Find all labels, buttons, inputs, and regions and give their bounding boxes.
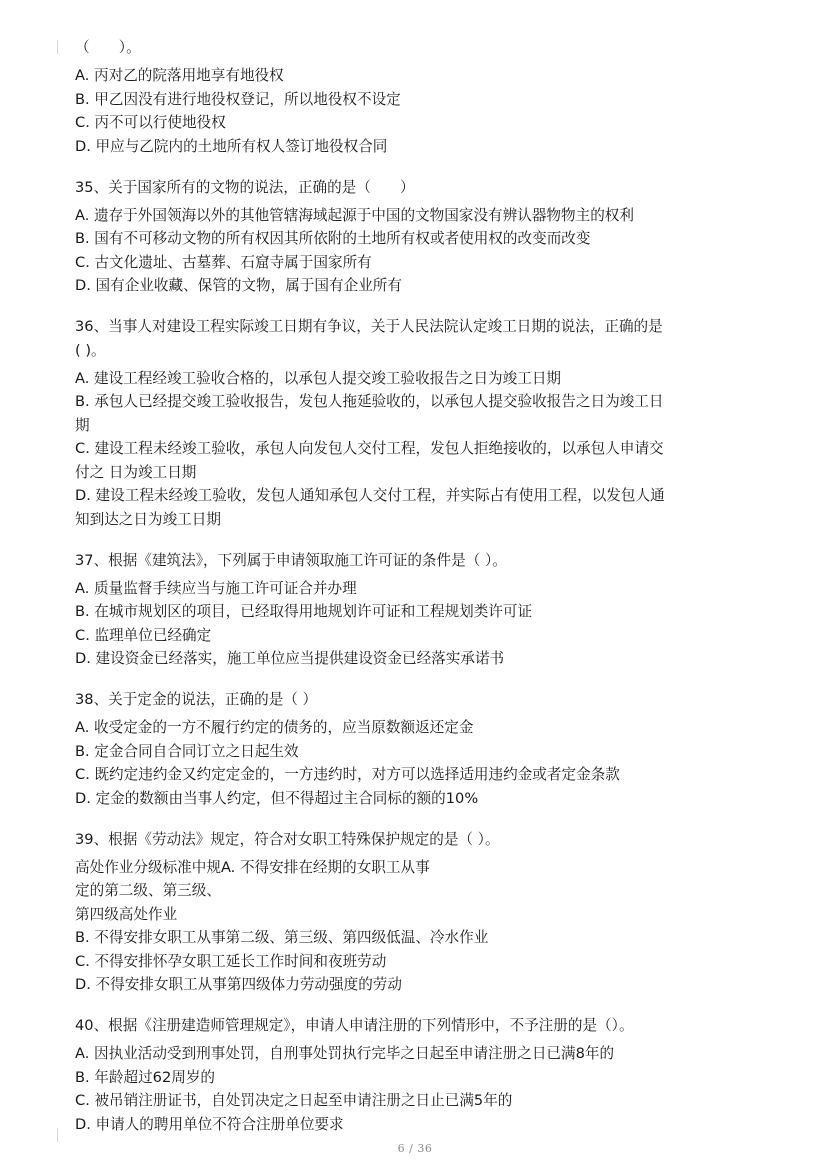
- question-title: 39、根据《劳动法》规定，符合对女职工特殊保护规定的是（ ）。: [75, 830, 500, 848]
- page-edge-top: [57, 40, 58, 54]
- option-b: B. 国有不可移动文物的所有权因其所依附的土地所有权或者使用权的改变而改变: [75, 230, 591, 247]
- option-c: C. 既约定违约金又约定定金的，一方违约时，对方可以选择适用违约金或者定金条款: [75, 766, 620, 783]
- question-title: 38、关于定金的说法，正确的是（ ）: [75, 691, 318, 708]
- page-number: 6 / 36: [397, 1142, 433, 1155]
- question-39: [75, 828, 765, 997]
- option-c: C. 被吊销注册证书，自处罚决定之日起至申请注册之日止已满5年的: [75, 1092, 513, 1109]
- option-d: D. 不得安排女职工从事第四级体力劳动强度的劳动: [75, 976, 402, 993]
- option-b-cont: 期: [75, 416, 90, 434]
- question-blank: （ ）。: [75, 39, 141, 56]
- option-a-cont: 第四级高处作业: [75, 905, 178, 923]
- option-b: B. 年龄超过62周岁的: [75, 1068, 216, 1086]
- option-c: C. 建设工程未经竣工验收，承包人向发包人交付工程，发包人拒绝接收的，以承包人申请交: [75, 440, 664, 457]
- question-title: 36、当事人对建设工程实际竣工日期有争议，关于人民法院认定竣工日期的说法，正确的是: [75, 318, 663, 335]
- question-37: [75, 549, 765, 671]
- option-d: D. 申请人的聘用单位不符合注册单位要求: [75, 1115, 344, 1133]
- page-edge-bottom: [57, 1128, 58, 1142]
- option-b: B. 甲乙因没有进行地役权登记，所以地役权不设定: [75, 90, 401, 108]
- question-34-tail: [75, 36, 765, 158]
- option-a: A. 遗存于外国领海以外的其他管辖海域起源于中国的文物国家没有辨认器物物主的权利: [75, 206, 634, 224]
- option-a: A. 丙对乙的院落用地享有地役权: [75, 67, 284, 84]
- option-c: C. 不得安排怀孕女职工延长工作时间和夜班劳动: [75, 952, 387, 970]
- option-d: D. 国有企业收藏、保管的文物，属于国有企业所有: [75, 277, 402, 294]
- option-b: B. 承包人已经提交竣工验收报告，发包人拖延验收的，以承包人提交验收报告之日为竣工日: [75, 393, 664, 410]
- option-a: A. 因执业活动受到刑事处罚，自刑事处罚执行完毕之日起至申请注册之日已满8年的: [75, 1045, 615, 1062]
- option-c: C. 监理单位已经确定: [75, 626, 212, 644]
- question-title: 35、关于国家所有的文物的说法，正确的是（ ）: [75, 178, 415, 196]
- document-page: [75, 36, 765, 1136]
- option-d: D. 甲应与乙院内的土地所有权人签订地役权合同: [75, 137, 388, 155]
- question-title-cont: ( )。: [75, 341, 106, 359]
- option-a: A. 质量监督手续应当与施工许可证合并办理: [75, 579, 357, 597]
- option-c-cont: 付之 日为竣工日期: [75, 463, 197, 481]
- option-d: D. 建设资金已经落实，施工单位应当提供建设资金已经落实承诺书: [75, 650, 505, 667]
- option-a-cont: 定的第二级、第三级、: [75, 882, 221, 899]
- option-b: B. 定金合同自合同订立之日起生效: [75, 742, 299, 760]
- option-d: D. 建设工程未经竣工验收，发包人通知承包人交付工程，并实际占有使用工程，以发包人通: [75, 487, 665, 504]
- option-a: A. 收受定金的一方不履行约定的债务的，应当原数额返还定金: [75, 719, 474, 736]
- question-35: [75, 176, 765, 298]
- option-c: C. 丙不可以行使地役权: [75, 114, 226, 131]
- question-title: 40、根据《注册建造师管理规定》，申请人申请注册的下列情形中，不予注册的是（）。: [75, 1017, 634, 1034]
- option-d-cont: 知到达之日为竣工日期: [75, 510, 221, 528]
- option-b: B. 不得安排女职工从事第二级、第三级、第四级低温、冷水作业: [75, 929, 489, 946]
- option-a: A. 建设工程经竣工验收合格的，以承包人提交竣工验收报告之日为竣工日期: [75, 369, 562, 387]
- option-b: B. 在城市规划区的项目，已经取得用地规划许可证和工程规划类许可证: [75, 603, 533, 620]
- question-36: [75, 315, 765, 531]
- option-a: 高处作业分级标准中规A. 不得安排在经期的女职工从事: [75, 858, 430, 876]
- option-d: D. 定金的数额由当事人约定，但不得超过主合同标的额的10%: [75, 789, 479, 807]
- question-38: [75, 688, 765, 810]
- option-c: C. 古文化遗址、古墓葬、石窟寺属于国家所有: [75, 253, 372, 271]
- question-title: 37、根据《建筑法》，下列属于申请领取施工许可证的条件是（ ）。: [75, 551, 507, 569]
- question-40: [75, 1014, 765, 1136]
